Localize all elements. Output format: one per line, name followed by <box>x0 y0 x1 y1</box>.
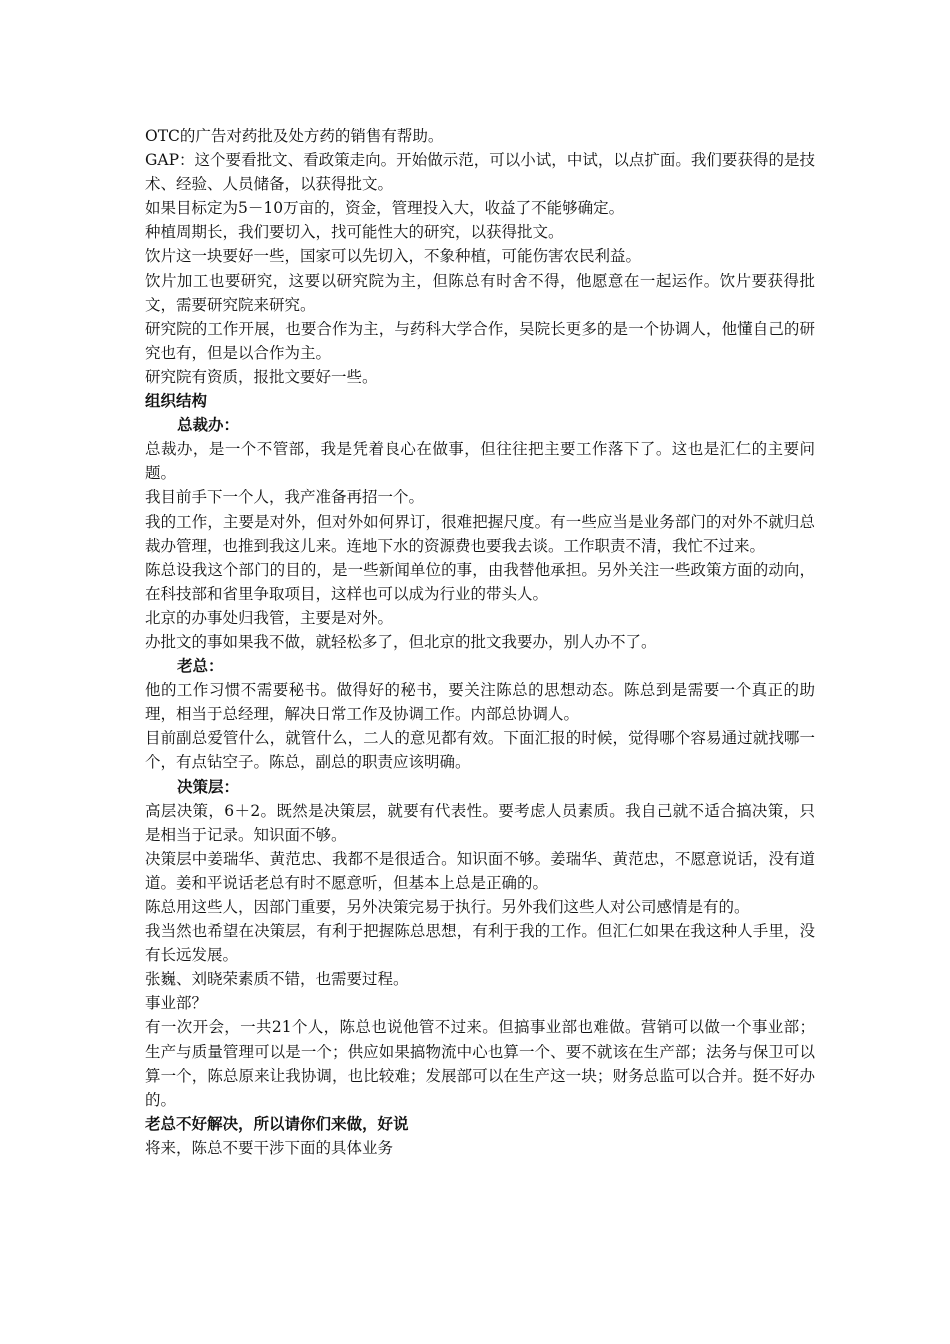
paragraph: 目前副总爱管什么，就管什么，二人的意见都有效。下面汇报的时候，觉得哪个容易通过就找哪一个，有点钻空子。陈总，副总的职责应该明确。 <box>145 729 815 772</box>
paragraph: 陈总用这些人，因部门重要，另外决策完易于执行。另外我们这些人对公司感情是有的。 <box>145 898 750 916</box>
paragraph: 我当然也希望在决策层，有利于把握陈总思想，有利于我的工作。但汇仁如果在我这种人手里，没有长远发展。 <box>145 922 815 965</box>
paragraph: 种植周期长，我们要切入，找可能性大的研究，以获得批文。 <box>145 223 564 242</box>
section-heading: 组织结构 <box>145 391 208 411</box>
paragraph: 饮片这一块要好一些，国家可以先切入，不象种植，可能伤害农民利益。 <box>145 247 642 266</box>
subsection-heading: 总裁办： <box>177 415 240 435</box>
paragraph: 办批文的事如果我不做，就轻松多了，但北京的批文我要办，别人办不了。 <box>145 632 657 651</box>
paragraph: GAP：这个要看批文、看政策走向。开始做示范，可以小试，中试，以点扩面。我们要获得的是技术、经验、人员储备，以获得批文。 <box>145 151 815 194</box>
paragraph: 事业部？ <box>145 994 208 1013</box>
paragraph: 研究院有资质，报批文要好一些。 <box>145 367 378 386</box>
paragraph: 饮片加工也要研究，这要以研究院为主，但陈总有时舍不得，他愿意在一起运作。饮片要获得批文，需要研究院来研究。 <box>145 271 815 314</box>
paragraph: 将来，陈总不要干涉下面的具体业务 <box>145 1138 394 1157</box>
paragraph: 研究院的工作开展，也要合作为主，与药科大学合作，吴院长更多的是一个协调人，他懂自己的研究也有，但是以合作为主。 <box>145 319 815 362</box>
paragraph: 总裁办，是一个不管部，我是凭着良心在做事，但往往把主要工作落下了。这也是汇仁的主要问题。 <box>145 440 815 483</box>
paragraph: 我的工作，主要是对外，但对外如何界订，很难把握尺度。有一些应当是业务部门的对外不就归总裁办管理，也推到我这儿来。连地下水的资源费也要我去谈。工作职责不清，我忙不过来。 <box>145 512 815 555</box>
paragraph: 如果目标定为5－10万亩的，资金，管理投入大，收益了不能够确定。 <box>145 199 625 218</box>
paragraph: 高层决策，6＋2。既然是决策层，就要有代表性。要考虑人员素质。我自己就不适合搞决策，只是相当于记录。知识面不够。 <box>145 801 815 844</box>
paragraph: 陈总设我这个部门的目的，是一些新闻单位的事，由我替他承担。另外关注一些政策方面的动向，在科技部和省里争取项目，这样也可以成为行业的带头人。 <box>145 560 815 603</box>
section-heading: 老总不好解决，所以请你们来做，好说 <box>145 1113 409 1133</box>
paragraph: 决策层中姜瑞华、黄范忠、我都不是很适合。知识面不够。姜瑞华、黄范忠，不愿意说话，没有道道。姜和平说话老总有时不愿意听，但基本上总是正确的。 <box>145 849 815 892</box>
subsection-heading: 决策层： <box>177 776 240 796</box>
paragraph: 我目前手下一个人，我产准备再招一个。 <box>145 488 425 507</box>
paragraph: 有一次开会，一共21个人，陈总也说他管不过来。但搞事业部也难做。营销可以做一个事业部；生产与质量管理可以是一个；供应如果搞物流中心也算一个、要不就该在生产部；法务与保卫可以算一个，陈总原来让我协调，也比较难；发展部可以在生产这一块；财务总监可以合并。挺不好办的。 <box>145 1018 815 1109</box>
paragraph: OTC的广告对药批及处方药的销售有帮助。 <box>145 127 444 145</box>
document-page <box>145 124 815 1160</box>
paragraph: 北京的办事处归我管，主要是对外。 <box>145 608 394 627</box>
paragraph: 他的工作习惯不需要秘书。做得好的秘书，要关注陈总的思想动态。陈总到是需要一个真正的助理，相当于总经理，解决日常工作及协调工作。内部总协调人。 <box>145 681 815 724</box>
paragraph: 张巍、刘晓荣素质不错，也需要过程。 <box>145 970 409 989</box>
subsection-heading: 老总： <box>177 656 224 676</box>
